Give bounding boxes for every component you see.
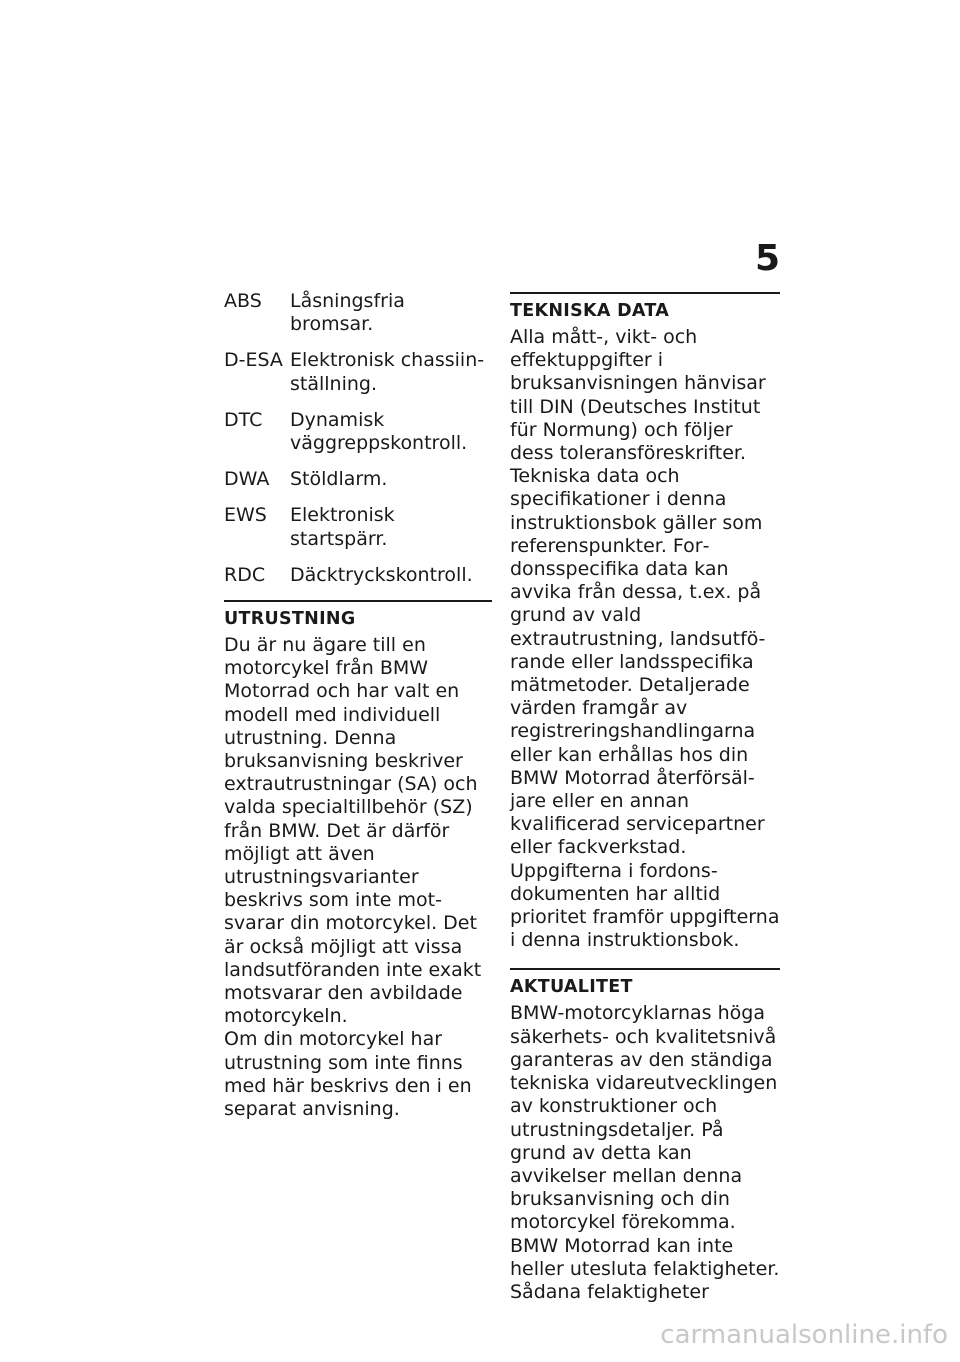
- abbreviation-row: [224, 504, 492, 550]
- paragraph: Du är nu ägare till en motorcykel från BMW Motorrad och har valt en modell med individuell utrustning. Denna bruksanvisning beskriver extrautrustningar (SA) och valda specialtillbehör (SZ) från BMW. Det är därför möjligt att även utrustningsvarianter beskrivs som inte motsvarar din motorcykel. Det är också möjligt att vissa landsutföranden inte exakt motsvarar den avbildade motorcykeln.: [224, 634, 482, 1028]
- section-heading: AKTUALITET: [510, 977, 633, 998]
- abbreviation-term: DWA: [224, 468, 270, 491]
- abbreviation-list: [224, 290, 492, 587]
- abbreviation-term: RDC: [224, 563, 266, 586]
- section-divider: [510, 292, 780, 294]
- abbreviation-definition: Däcktryckskontroll.: [290, 563, 473, 586]
- abbreviation-row: [224, 290, 492, 336]
- abbreviation-definition: Elektronisk startspärr.: [290, 504, 395, 550]
- right-column: [510, 292, 780, 1304]
- abbreviation-row: [224, 564, 492, 587]
- section-divider: [224, 600, 492, 602]
- paragraph: Om din motorcykel har utrustning som inte finns med här beskrivs den i en separat anvisning.: [224, 1028, 472, 1121]
- paragraph: BMW-motorcyklarnas höga säkerhets- och kvalitetsnivå garanteras av den ständiga tekniska vidareutvecklingen av konstruktioner och utrustningsdetaljer. På grund av detta kan avvikelser mellan denna bruksanvisning och din motorcykel förekomma. BMW Motorrad kan inte heller utesluta felaktigheter. Sådana felaktigheter: [510, 1002, 780, 1303]
- paragraph: Tekniska data och specifikationer i denna instruktionsbok gäller som referenspunkter. Fordonsspecifika data kan avvika från dessa, t.ex. på grund av vald extrautrustning, landsutförande eller landsspecifika mätmetoder. Detaljerade värden framgår av registreringshandlingarna eller kan erhållas hos din BMW Motorrad återförsäljare eller en annan kvalificerad servicepartner eller fackverkstad. Uppgifterna i fordonsdokumenten har alltid prioritet framför uppgifterna i denna instruktionsbok.: [510, 465, 780, 952]
- abbreviation-row: [224, 409, 492, 455]
- abbreviation-term: EWS: [224, 504, 267, 527]
- watermark: carmanualsonline.info: [660, 1320, 948, 1350]
- left-column: [224, 290, 492, 1121]
- section-heading: UTRUSTNING: [224, 609, 356, 630]
- paragraph: Alla mått-, vikt- och effektuppgifter i bruksanvisningen hänvisar till DIN (Deutsches Institut für Normung) och följer dess toleransföreskrifter.: [510, 326, 766, 465]
- section-aktualitet: [510, 968, 780, 1304]
- abbreviation-row: [224, 468, 492, 491]
- section-divider: [510, 968, 780, 970]
- abbreviation-definition: Låsningsfria bromsar.: [290, 290, 405, 336]
- abbreviation-definition: Stöldlarm.: [290, 468, 388, 491]
- abbreviation-definition: Elektronisk chassiinställning.: [290, 349, 485, 395]
- abbreviation-term: DTC: [224, 408, 263, 431]
- page-number: 5: [754, 238, 780, 279]
- abbreviation-definition: Dynamisk väggreppskontroll.: [290, 408, 468, 455]
- abbreviation-term: ABS: [224, 290, 262, 312]
- abbreviation-row: [224, 349, 492, 395]
- section-heading: TEKNISKA DATA: [510, 301, 670, 321]
- section-utrustning: [224, 600, 492, 1121]
- abbreviation-term: D-ESA: [224, 349, 283, 372]
- section-tekniska-data: [510, 292, 780, 952]
